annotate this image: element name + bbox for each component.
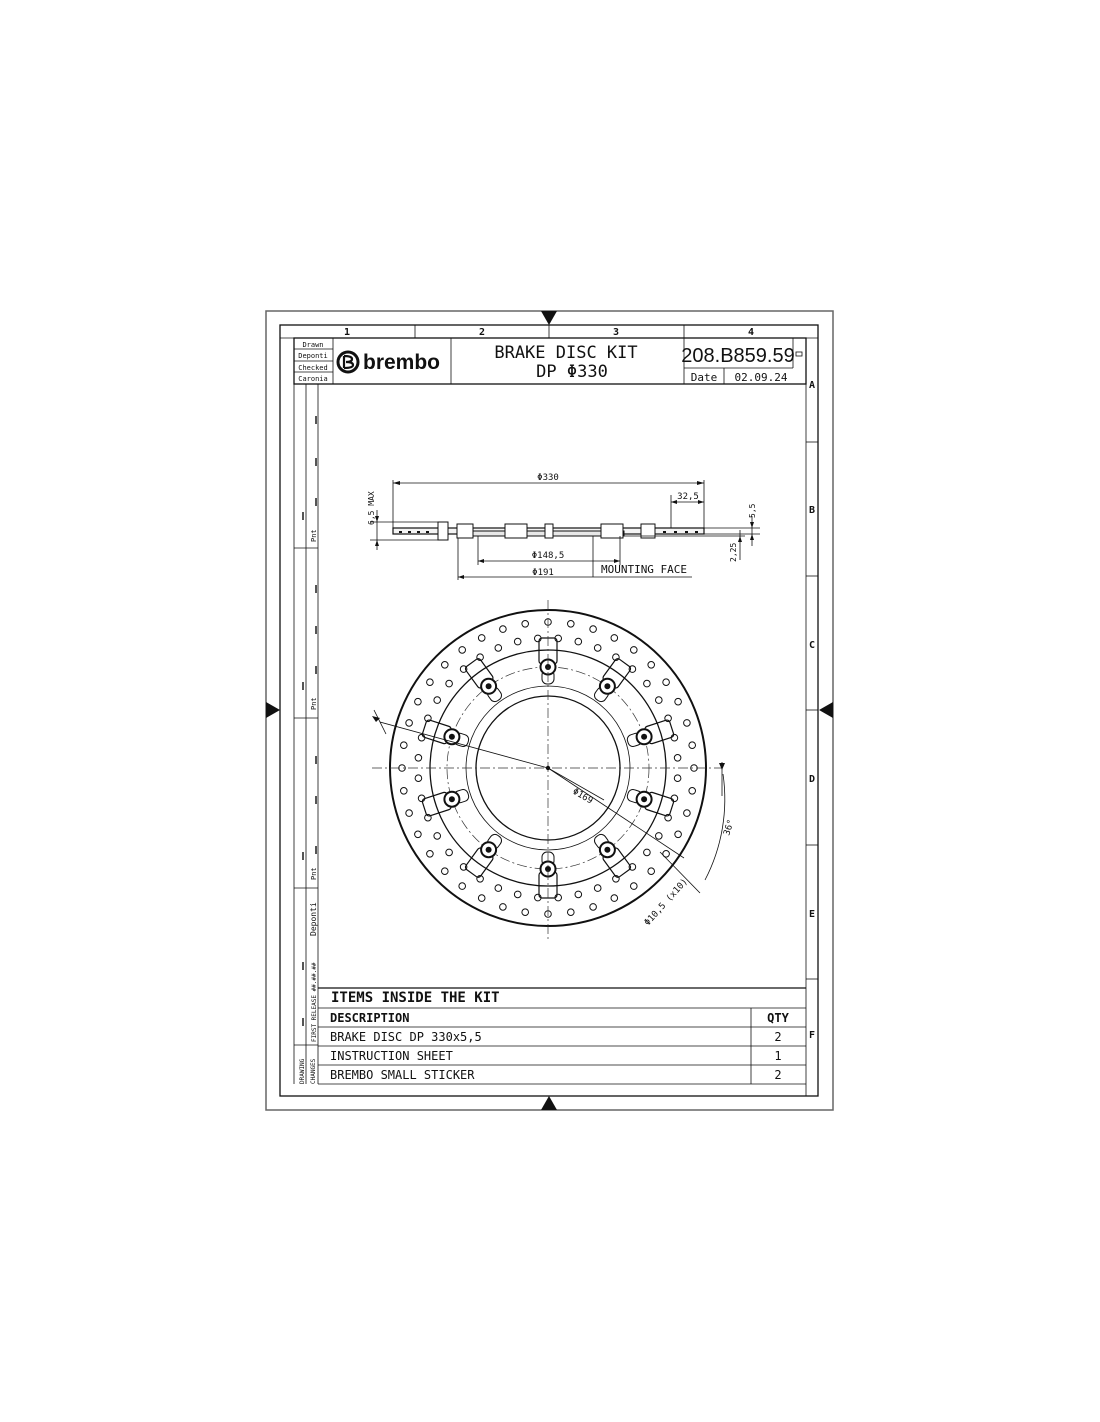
role-deponti: Deponti <box>298 352 328 360</box>
disc-front-view <box>372 600 737 940</box>
row-label-c: C <box>808 640 816 651</box>
role-checked: Checked <box>298 364 328 372</box>
mounting-face-label: MOUNTING FACE <box>600 563 688 576</box>
drill-hole <box>663 679 670 686</box>
float-button <box>481 842 496 857</box>
drill-hole <box>644 849 651 856</box>
drill-hole <box>644 680 651 687</box>
part-number: 208.B859.59 <box>681 345 795 367</box>
dim-191-label: Φ191 <box>532 568 554 578</box>
center-mark-top <box>541 311 557 325</box>
drill-hole <box>478 895 485 902</box>
strip-pnt-1: Pnt <box>310 529 318 542</box>
strip-deponti: Deponti <box>309 902 318 936</box>
strip-drawing: DRAWING <box>299 1058 306 1084</box>
kit-row-2-description: INSTRUCTION SHEET <box>330 1049 453 1063</box>
dim-5-5-label: 5,5 <box>748 503 757 518</box>
float-button <box>637 729 652 744</box>
kit-row-2-qty: 1 <box>774 1049 782 1063</box>
disc-side-view <box>367 473 760 580</box>
dim-330-label: Φ330 <box>537 473 559 483</box>
col-label-3: 3 <box>612 327 620 338</box>
drill-hole <box>514 638 521 645</box>
drill-hole <box>495 885 502 892</box>
drill-hole <box>442 868 449 875</box>
drill-hole <box>631 883 638 890</box>
drill-hole <box>446 680 453 687</box>
drill-hole <box>401 788 408 795</box>
float-button <box>637 792 652 807</box>
kit-row-1-qty: 2 <box>774 1030 782 1044</box>
drill-hole <box>648 662 655 669</box>
kit-col-qty: QTY <box>767 1011 789 1025</box>
kit-row-3-description: BREMBO SMALL STICKER <box>330 1068 475 1082</box>
strip-pnt-3: Pnt <box>310 867 318 880</box>
center-mark-right <box>819 702 833 718</box>
drill-hole <box>675 831 682 838</box>
drill-hole <box>611 895 618 902</box>
kit-row-3-qty: 2 <box>774 1068 782 1082</box>
drill-hole <box>459 647 466 654</box>
kit-table <box>318 988 806 1084</box>
float-button <box>481 679 496 694</box>
inner-frame <box>280 325 818 1096</box>
drill-hole <box>674 755 681 762</box>
dim-32-5-label: 32,5 <box>677 492 699 502</box>
drill-hole <box>568 909 575 916</box>
row-label-b: B <box>808 505 816 516</box>
drill-hole <box>568 621 575 628</box>
drill-hole <box>415 755 422 762</box>
revision-strip <box>294 384 318 1084</box>
drill-hole <box>590 904 597 911</box>
drill-hole <box>648 868 655 875</box>
drill-hole <box>415 831 422 838</box>
col-label-2: 2 <box>478 327 486 338</box>
role-drawn: Drawn <box>302 341 324 349</box>
dim-36-label: 36° <box>722 818 737 837</box>
drill-hole <box>401 742 408 749</box>
drill-hole <box>575 638 582 645</box>
dim-6-5-max-label: 6,5 MAX <box>367 491 376 525</box>
drill-hole <box>415 698 422 705</box>
kit-heading: ITEMS INSIDE THE KIT <box>331 990 500 1006</box>
drill-hole <box>674 775 681 782</box>
drill-hole <box>575 891 582 898</box>
drill-hole <box>495 645 502 652</box>
kit-row-1-description: BRAKE DISC DP 330x5,5 <box>330 1030 482 1044</box>
date-value: 02.09.24 <box>734 371 788 384</box>
drill-hole <box>446 849 453 856</box>
drill-hole <box>427 679 434 686</box>
drill-hole <box>500 626 507 633</box>
col-label-4: 4 <box>747 327 755 338</box>
drill-hole <box>689 788 696 795</box>
drill-hole <box>656 697 663 704</box>
drill-hole <box>427 851 434 858</box>
row-label-a: A <box>808 380 816 391</box>
float-button <box>600 842 615 857</box>
logo-text: brembo <box>363 351 441 374</box>
drill-hole <box>594 645 601 652</box>
drill-hole <box>478 635 485 642</box>
float-button <box>600 679 615 694</box>
drill-hole <box>675 698 682 705</box>
drill-hole <box>689 742 696 749</box>
strip-first-release: FIRST RELEASE ##.##.## <box>311 962 318 1042</box>
center-mark-left <box>266 702 280 718</box>
drill-hole <box>522 621 529 628</box>
strip-changes: CHANGES <box>310 1058 317 1084</box>
drill-hole <box>684 810 691 817</box>
drill-hole <box>459 883 466 890</box>
drill-hole <box>611 635 618 642</box>
role-caronia: Caronia <box>298 375 328 383</box>
row-label-e: E <box>808 909 816 920</box>
drill-hole <box>594 885 601 892</box>
dim-2-25-label: 2,25 <box>729 542 738 562</box>
float-button <box>444 792 459 807</box>
strip-pnt-2: Pnt <box>310 697 318 710</box>
drill-hole <box>442 662 449 669</box>
date-label: Date <box>690 371 718 384</box>
title-line1: BRAKE DISC KIT <box>494 343 638 363</box>
drill-hole <box>406 810 413 817</box>
col-label-1: 1 <box>343 327 351 338</box>
dim-holes-label: Φ10,5 (x10) <box>642 877 691 929</box>
title-line2: DP Φ330 <box>536 362 608 382</box>
drill-hole <box>514 891 521 898</box>
drill-hole <box>434 697 441 704</box>
drill-hole <box>684 720 691 727</box>
drill-hole <box>631 647 638 654</box>
dim-148-5-label: Φ148,5 <box>531 551 565 561</box>
row-label-d: D <box>808 774 816 785</box>
dim-169-label: Φ169 <box>570 786 595 807</box>
drill-hole <box>590 626 597 633</box>
drill-hole <box>434 833 441 840</box>
kit-col-description: DESCRIPTION <box>330 1011 410 1025</box>
center-mark-bottom <box>541 1096 557 1110</box>
part-number-marker <box>796 352 802 356</box>
drill-hole <box>406 720 413 727</box>
row-label-f: F <box>808 1030 816 1041</box>
brembo-logo-icon <box>338 351 440 374</box>
drill-hole <box>656 833 663 840</box>
drill-hole <box>500 904 507 911</box>
drill-hole <box>522 909 529 916</box>
drill-hole <box>415 775 422 782</box>
